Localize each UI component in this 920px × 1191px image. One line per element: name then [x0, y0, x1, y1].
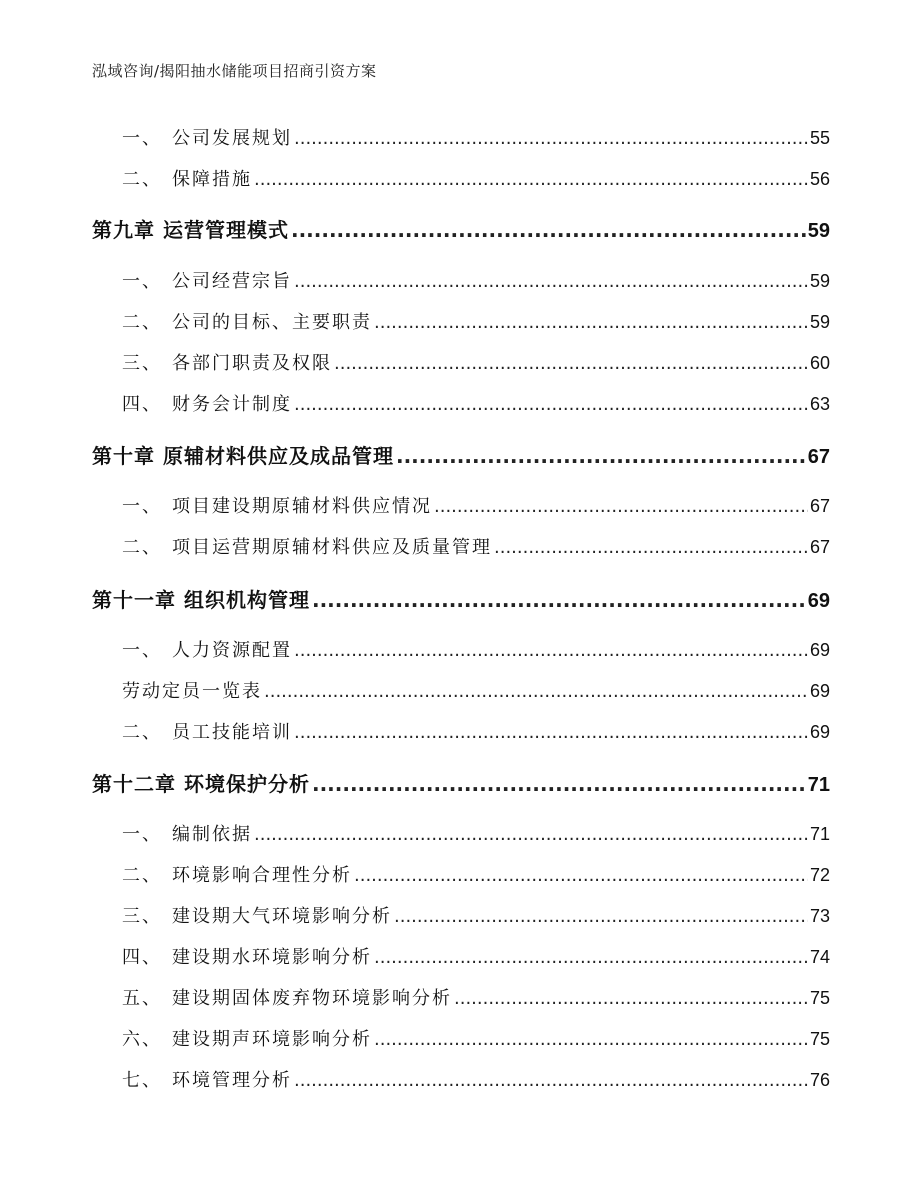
toc-entry[interactable]: [122, 861, 830, 887]
running-header: 泓域咨询/揭阳抽水储能项目招商引资方案: [92, 62, 377, 80]
dot-leader: [394, 906, 808, 927]
toc-entry-page: 67: [809, 537, 830, 557]
toc-entry-title: 公司的目标、主要职责: [172, 312, 372, 333]
toc-entry-page: 55: [809, 128, 830, 148]
dot-leader: [291, 218, 806, 242]
dot-leader: [294, 1070, 808, 1091]
toc-entry-page: 69: [809, 681, 830, 701]
dot-leader: [396, 444, 806, 468]
toc-entry[interactable]: [122, 308, 830, 334]
toc-entry[interactable]: [122, 820, 830, 846]
dot-leader: [312, 588, 806, 612]
toc-entry-title: 建设期水环境影响分析: [172, 947, 372, 968]
toc-entry-page: 56: [809, 169, 830, 189]
dot-leader: [294, 722, 808, 743]
toc-entry-page: 63: [809, 394, 830, 414]
toc-entry-page: 74: [809, 947, 830, 967]
dot-leader: [354, 865, 808, 886]
dot-leader: [294, 640, 808, 661]
dot-leader: [374, 312, 808, 333]
dot-leader: [454, 988, 808, 1009]
toc-entry-number: 一、: [122, 271, 162, 292]
toc-entry-title: 环境影响合理性分析: [172, 865, 352, 886]
toc-entry-page: 71: [809, 824, 830, 844]
toc-entry-number: 四、: [122, 947, 162, 968]
toc-entry[interactable]: [122, 677, 830, 703]
toc-chapter[interactable]: [92, 584, 830, 613]
dot-leader: [264, 681, 808, 702]
toc-entry-title: 人力资源配置: [172, 640, 292, 661]
toc-entry-page: 75: [809, 988, 830, 1008]
toc-entry-title: 环境管理分析: [172, 1070, 292, 1091]
dot-leader: [254, 169, 808, 190]
dot-leader: [254, 824, 808, 845]
dot-leader: [294, 271, 808, 292]
toc-chapter[interactable]: [92, 214, 830, 243]
toc-entry[interactable]: [122, 718, 830, 744]
toc-entry-page: 69: [809, 640, 830, 660]
toc-entry[interactable]: [122, 267, 830, 293]
toc-entry-number: 四、: [122, 394, 162, 415]
toc-chapter-page: 69: [807, 590, 830, 612]
toc-entry[interactable]: [122, 984, 830, 1010]
toc-entry[interactable]: [122, 943, 830, 969]
toc-entry-number: 二、: [122, 537, 162, 558]
toc-entry-number: 一、: [122, 640, 162, 661]
toc-chapter-title: 第十章 原辅材料供应及成品管理: [92, 444, 394, 468]
toc-entry-title: 各部门职责及权限: [172, 353, 332, 374]
toc-entry-title: 劳动定员一览表: [122, 681, 262, 702]
toc-entry-title: 公司经营宗旨: [172, 271, 292, 292]
toc-entry[interactable]: [122, 349, 830, 375]
toc-chapter-title: 第十一章 组织机构管理: [92, 588, 310, 612]
toc-entry[interactable]: [122, 165, 830, 191]
toc-entry[interactable]: [122, 902, 830, 928]
toc-entry-page: 59: [809, 312, 830, 332]
toc-entry[interactable]: [122, 492, 830, 518]
toc-entry-number: 一、: [122, 824, 162, 845]
toc-entry-number: 三、: [122, 353, 162, 374]
toc-entry-number: 二、: [122, 722, 162, 743]
toc-entry-number: 三、: [122, 906, 162, 927]
toc-entry[interactable]: [122, 390, 830, 416]
toc-entry-number: 二、: [122, 312, 162, 333]
toc-entry[interactable]: [122, 533, 830, 559]
dot-leader: [434, 496, 808, 517]
toc-entry-title: 项目建设期原辅材料供应情况: [172, 496, 432, 517]
dot-leader: [334, 353, 808, 374]
dot-leader: [494, 537, 808, 558]
toc-chapter-page: 67: [807, 446, 830, 468]
toc-entry-number: 二、: [122, 865, 162, 886]
dot-leader: [294, 128, 808, 149]
toc-entry-page: 73: [809, 906, 830, 926]
toc-entry[interactable]: [122, 1066, 830, 1092]
toc-entry-number: 一、: [122, 128, 162, 149]
dot-leader: [374, 1029, 808, 1050]
toc-entry-number: 六、: [122, 1029, 162, 1050]
toc-chapter-title: 第九章 运营管理模式: [92, 218, 289, 242]
toc-entry-page: 69: [809, 722, 830, 742]
toc-entry-title: 建设期固体废弃物环境影响分析: [172, 988, 452, 1009]
toc-entry[interactable]: [122, 124, 830, 150]
toc-entry-number: 二、: [122, 169, 162, 190]
toc-entry-title: 保障措施: [172, 169, 252, 190]
toc-entry-page: 60: [809, 353, 830, 373]
toc-entry-page: 76: [809, 1070, 830, 1090]
toc-entry-title: 员工技能培训: [172, 722, 292, 743]
dot-leader: [374, 947, 808, 968]
toc-entry[interactable]: [122, 636, 830, 662]
toc-entry-page: 59: [809, 271, 830, 291]
toc-entry-number: 一、: [122, 496, 162, 517]
dot-leader: [312, 772, 806, 796]
toc-entry-number: 七、: [122, 1070, 162, 1091]
toc-entry-title: 建设期大气环境影响分析: [172, 906, 392, 927]
toc-entry-page: 72: [809, 865, 830, 885]
dot-leader: [294, 394, 808, 415]
toc-entry-title: 建设期声环境影响分析: [172, 1029, 372, 1050]
toc-chapter[interactable]: [92, 440, 830, 469]
toc-chapter[interactable]: [92, 768, 830, 797]
toc-entry-title: 财务会计制度: [172, 394, 292, 415]
toc-entry-title: 项目运营期原辅材料供应及质量管理: [172, 537, 492, 558]
toc-entry-number: 五、: [122, 988, 162, 1009]
toc-entry-title: 编制依据: [172, 824, 252, 845]
toc-entry-page: 75: [809, 1029, 830, 1049]
toc-chapter-page: 59: [807, 220, 830, 242]
toc-entry[interactable]: [122, 1025, 830, 1051]
toc-entry-page: 67: [809, 496, 830, 516]
toc-entry-title: 公司发展规划: [172, 128, 292, 149]
toc-chapter-title: 第十二章 环境保护分析: [92, 772, 310, 796]
toc-chapter-page: 71: [807, 774, 830, 796]
